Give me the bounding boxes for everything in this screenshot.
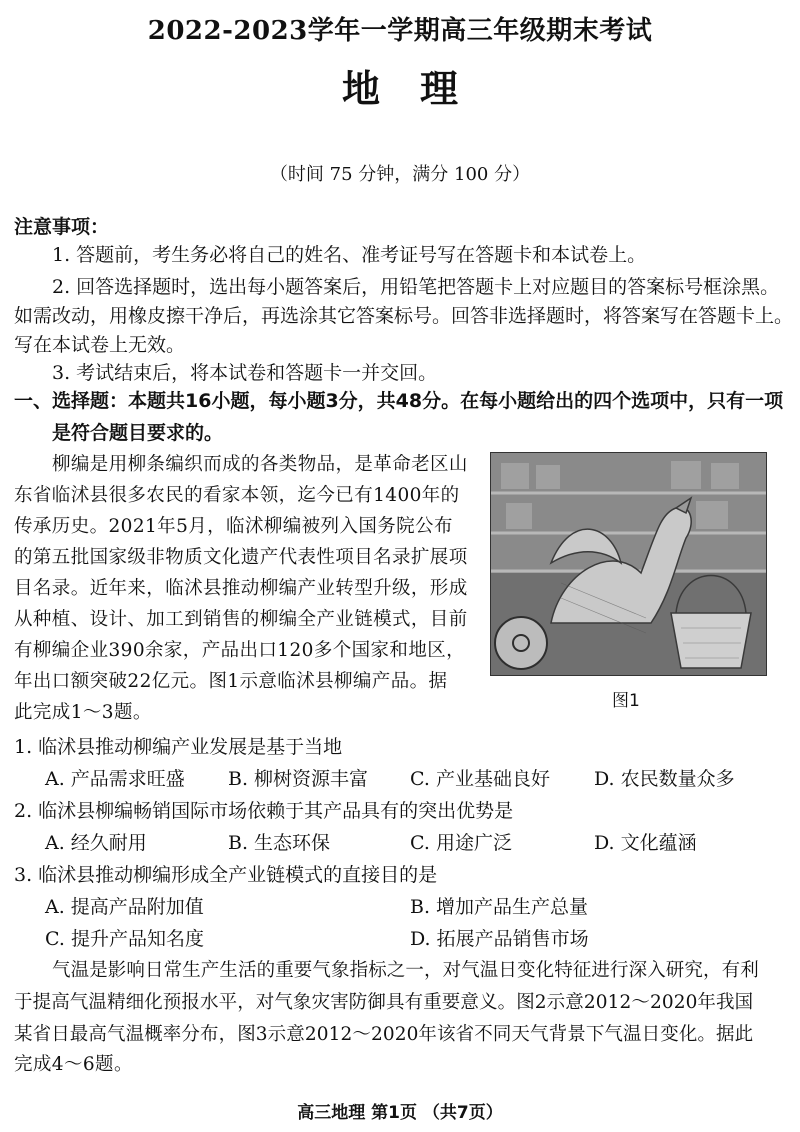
passage-line: 的第五批国家级非物质文化遗产代表性项目名录扩展项 [14,547,468,568]
passage-line: 目名录。近年来，临沭县推动柳编产业转型升级，形成 [14,578,468,599]
option: C. 产业基础良好 [410,768,550,790]
notice-heading: 注意事项： [14,216,110,238]
notice-line: 3. 考试结束后，将本试卷和答题卡一并交回。 [52,362,438,384]
option: C. 提升产品知名度 [45,928,204,950]
passage-line: 柳编是用柳条编织而成的各类物品，是革命老区山 [52,454,468,475]
option: A. 经久耐用 [45,832,147,854]
option: C. 用途广泛 [410,832,512,854]
passage-line: 气温是影响日常生产生活的重要气象指标之一，对气温日变化特征进行深入研究，有利 [52,960,759,981]
passage-line: 此完成1～3题。 [14,702,152,723]
section-heading: 一、选择题：本题共16小题，每小题3分，共48分。在每小题给出的四个选项中，只有一项 [14,390,784,412]
passage-line: 有柳编企业390余家，产品出口120多个国家和地区， [14,640,466,661]
option: A. 提高产品附加值 [45,896,204,918]
option: D. 农民数量众多 [594,768,735,790]
figure-caption: 图1 [612,691,640,711]
passage-line: 东省临沭县很多农民的看家本领，迄今已有1400年的 [14,485,460,506]
option: A. 产品需求旺盛 [45,768,185,790]
question-stem: 3. 临沭县推动柳编形成全产业链模式的直接目的是 [14,864,438,886]
question-stem: 1. 临沭县推动柳编产业发展是基于当地 [14,736,343,758]
option: D. 文化蕴涵 [594,832,697,854]
notice-line: 写在本试卷上无效。 [14,334,186,356]
subject-title: 地理 [341,67,498,111]
notice-line: 2. 回答选择题时，选出每小题答案后，用铅笔把答题卡上对应题目的答案标号框涂黑。 [52,276,780,298]
notice-line: 1. 答题前，考生务必将自己的姓名、准考证号写在答题卡和本试卷上。 [52,244,647,266]
section-heading-cont: 是符合题目要求的。 [52,422,224,444]
page-footer: 高三地理 第1页 （共7页） [297,1103,503,1123]
wicker-products-photo [490,452,767,676]
passage-line: 从种植、设计、加工到销售的柳编全产业链模式，目前 [14,609,468,630]
passage-line: 完成4～6题。 [14,1054,133,1075]
passage-line: 于提高气温精细化预报水平，对气象灾害防御具有重要意义。图2示意2012～2020年我国 [14,992,754,1013]
option: B. 生态环保 [228,832,331,854]
question-stem: 2. 临沭县柳编畅销国际市场依赖于其产品具有的突出优势是 [14,800,514,822]
option: D. 拓展产品销售市场 [410,928,589,950]
wicker-photo-image [491,453,766,675]
passage-line: 年出口额突破22亿元。图1示意临沭县柳编产品。据 [14,671,448,692]
time-info: （时间 75 分钟，满分 100 分） [269,164,531,185]
option: B. 柳树资源丰富 [228,768,369,790]
notice-line: 如需改动，用橡皮擦干净后，再选涂其它答案标号。回答非选择题时，将答案写在答题卡上。 [14,305,794,327]
passage-line: 某省日最高气温概率分布，图3示意2012～2020年该省不同天气背景下气温日变化。据此 [14,1024,754,1045]
exam-title: 2022-2023学年一学期高三年级期末考试 [147,16,653,46]
passage-line: 传承历史。2021年5月，临沭柳编被列入国务院公布 [14,516,453,537]
option: B. 增加产品生产总量 [410,896,589,918]
